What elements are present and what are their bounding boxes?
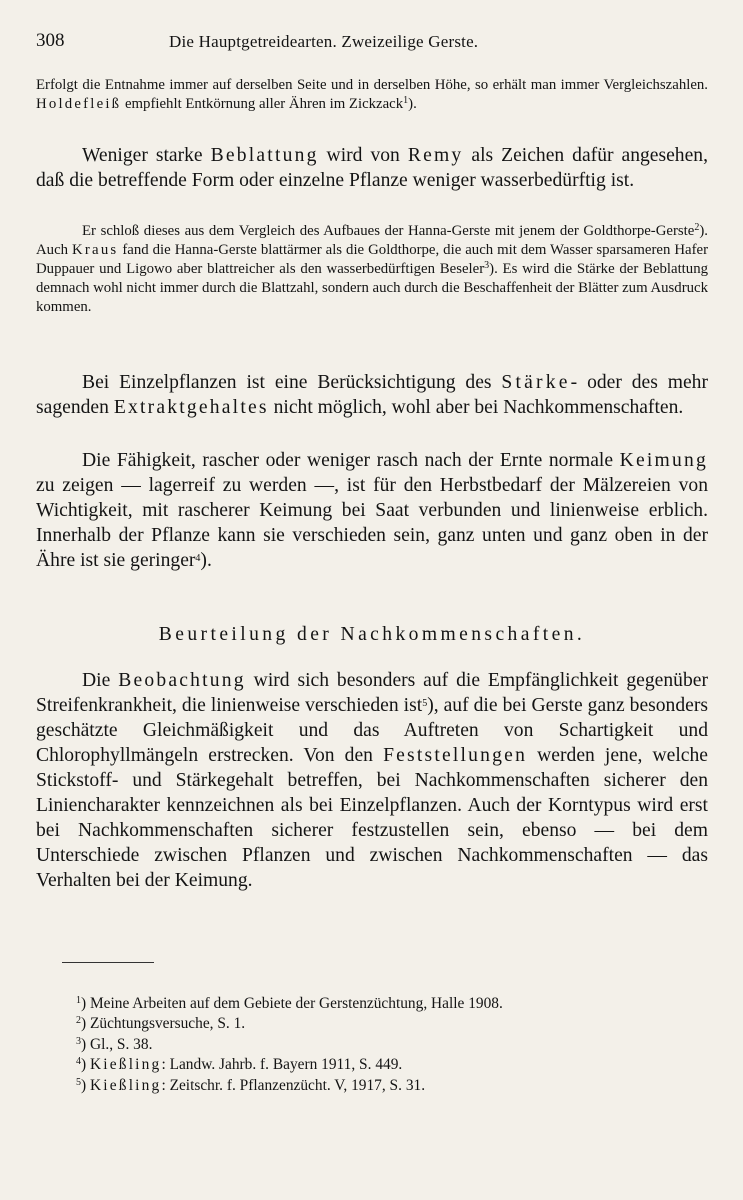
paragraph-sampling: Erfolgt die Entnahme immer auf derselben Seite und in derselben Höhe, so erhält man immer Vergleichszahlen. Holdefleiß empfiehlt Entkörnung aller Ähren im Zickzack$^1$).: [36, 77, 708, 112]
page-number: 308: [36, 30, 65, 51]
footnote-ref: 4: [195, 553, 201, 564]
paragraph-beblattung: Weniger starke Beblattung wird von Remy als Zeichen dafür angesehen, daß die betreffende Form oder einzelne Pflanze weniger wasserbedürftig ist.: [36, 145, 708, 191]
footnote-1: $^1$) Meine Arbeiten auf dem Gebiete der Gerstenzüchtung, Halle 1908.: [76, 995, 503, 1012]
spaced-term: Beblattung: [210, 145, 319, 166]
footnote-ref: 1: [403, 95, 409, 106]
spaced-term: Keimung: [619, 450, 708, 471]
author-name: Kießling: [89, 1056, 162, 1074]
spaced-term: Beobachtung: [118, 670, 246, 691]
spaced-term: Stärke: [501, 372, 571, 393]
running-title: Die Hauptgetreidearten. Zweizeilige Gerste.: [169, 32, 479, 51]
paragraph-hanna-goldthorpe: Er schloß dieses aus dem Vergleich des Aufbaues der Hanna-Gerste mit jenem der Goldthorpe-Gerste$^2$). Auch Kraus fand die Hanna-Gerste blattärmer als die Goldthorpe, die auch mit dem Wasser sparsameren Hafer Duppauer und Ligowo aber blattreicher als den wasserbedürftigen Beseler$^3$). Es wird die Stärke der Beblattung demnach wohl nicht immer durch die Blattzahl, sondern auch durch die Beschaffenheit der Blätter zum Ausdruck kommen.: [36, 222, 709, 315]
footnote-ref: 5: [422, 698, 428, 709]
author-name: Kraus: [72, 242, 119, 258]
page-header: [36, 30, 708, 56]
footnote-3: $^3$) Gl., S. 38.: [76, 1035, 153, 1053]
footnotes: [76, 994, 708, 1096]
author-name: Remy: [407, 145, 464, 166]
footnote-divider: [62, 962, 154, 963]
footnote-2: $^2$) Züchtungsversuche, S. 1.: [76, 1015, 246, 1033]
author-name: Kießling: [89, 1076, 162, 1094]
footnote-ref: 3: [484, 260, 490, 271]
footnote-ref: 2: [694, 222, 700, 233]
paragraph-keimung: Die Fähigkeit, rascher oder weniger rasch nach der Ernte normale Keimung zu zeigen — lagerreif zu werden —, ist für den Herbstbedarf der Mälzereien von Wichtigkeit, mit rascherer Keimung bei Saat verbunden und linienweise erblich. Innerhalb der Pflanze kann sie verschieden sein, ganz unten und ganz oben in der Ähre ist sie geringer$^4$).: [36, 450, 708, 571]
section-heading: Beurteilung der Nachkommenschaften.: [158, 624, 586, 645]
footnote-5: $^5$) Kießling: Zeitschr. f. Pflanzenzücht. V, 1917, S. 31.: [76, 1076, 426, 1094]
spaced-term: Feststellungen: [383, 745, 528, 766]
paragraph-einzelpflanzen: Bei Einzelpflanzen ist eine Berücksichtigung des Stärke- oder des mehr sagenden Extraktgehaltes nicht möglich, wohl aber bei Nachkommenschaften.: [36, 372, 708, 418]
author-name: Holdefleiß: [36, 96, 122, 112]
paragraph-beobachtung: Die Beobachtung wird sich besonders auf die Empfänglichkeit gegenüber Streifenkrankheit, die linienweise verschieden ist$^5$), auf die bei Gerste ganz besonders geschätzte Gleichmäßigkeit und das Auftreten von Schartigkeit und Chlorophyllmängeln erstrecken. Von den Feststellungen werden jene, welche Stickstoff- und Stärkegehalt betreffen, bei Nachkommenschaften sicherer den Liniencharakter kennzeichnen als bei Einzelpflanzen. Auch der Korntypus wird erst bei Nachkommenschaften sicherer festzustellen sein, ebenso — bei dem Unterschiede zwischen Pflanzen und zwischen Nachkommenschaften — das Verhalten bei der Keimung.: [36, 670, 709, 891]
spaced-term: Extraktgehaltes: [113, 397, 269, 418]
footnote-4: $^4$) Kießling: Landw. Jahrb. f. Bayern 1911, S. 449.: [76, 1056, 403, 1074]
